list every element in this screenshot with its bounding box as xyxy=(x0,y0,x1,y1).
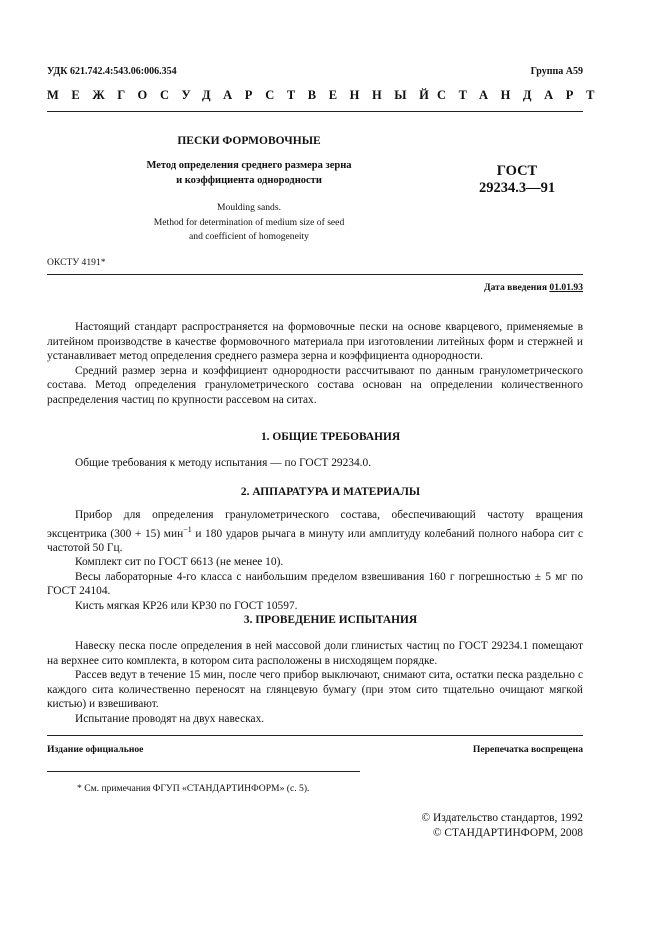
section-2-heading: 2. АППАРАТУРА И МАТЕРИАЛЫ xyxy=(240,486,421,498)
copyright-1992: © Издательство стандартов, 1992 xyxy=(421,812,583,824)
group-code: Группа А59 xyxy=(530,66,583,77)
section-3-paragraph-2: Рассев ведут в течение 15 мин, после чего прибор выключают, снимают сита, остатки песка раздельно с каждого сита количественно переносят на глянцевую бумагу (при этом сито тщательно очищают мягкой кистью) и взвешивают. xyxy=(47,669,583,710)
section-2-body xyxy=(47,508,583,613)
footnote: * См. примечания ФГУП «СТАНДАРТИНФОРМ» (с. 5). xyxy=(77,783,310,794)
section-2-paragraph-1 xyxy=(47,508,583,555)
section-2-paragraph-1-part-b: и 180 ударов рычага в минуту или амплитуду колебаний полного набора сит с частотой 50 Гц. xyxy=(47,527,584,554)
banner-interstate: МЕЖГОСУДАРСТВЕННЫЙ xyxy=(47,88,442,102)
english-title-line-2: Method for determination of medium size of seed xyxy=(153,217,345,228)
section-2-paragraph-1-part-a: Прибор для определения гранулометрического состава, обеспечивающий частоту вращения эксцентрика (300 + 15) мин xyxy=(47,509,583,540)
section-1-heading: 1. ОБЩИЕ ТРЕБОВАНИЯ xyxy=(260,431,401,443)
section-2-superscript: −1 xyxy=(183,524,192,534)
footnote-rule xyxy=(47,771,360,772)
intro-date xyxy=(484,282,583,293)
document-title: ПЕСКИ ФОРМОВОЧНЫЕ xyxy=(177,135,321,147)
intro-paragraph-1: Настоящий стандарт распространяется на формовочные пески на основе кварцевого, применяемые в литейном производстве в качестве формовочного материала при изготовлении литейных форм и стержней и устанавливает метод определения среднего размера зерна и коэффициента однородности. xyxy=(47,321,583,362)
intro-block xyxy=(47,320,583,407)
section-3-paragraph-1: Навеску песка после определения в ней массовой доли глинистых частиц по ГОСТ 29234.1 помещают на верхнее сито комплекта, в котором сита расположены в нисходящем порядке. xyxy=(47,640,583,667)
header-rule xyxy=(47,111,583,112)
english-title-line-1: Moulding sands. xyxy=(217,202,281,213)
section-3-body xyxy=(47,639,583,726)
intro-date-label: Дата введения xyxy=(483,282,548,293)
gost-number: 29234.3—91 xyxy=(478,180,556,196)
copyright-2008: © СТАНДАРТИНФОРМ, 2008 xyxy=(432,827,583,839)
intro-date-value: 01.01.93 xyxy=(549,282,583,293)
section-3-heading: 3. ПРОВЕДЕНИЕ ИСПЫТАНИЯ xyxy=(243,614,418,626)
section-2-paragraph-2: Комплект сит по ГОСТ 6613 (не менее 10). xyxy=(75,556,284,569)
english-title-line-3: and coefficient of homogeneity xyxy=(189,231,309,242)
subtitle-line-1: Метод определения среднего размера зерна xyxy=(146,160,352,171)
reprint-prohibited: Перепечатка воспрещена xyxy=(472,744,583,755)
gost-label: ГОСТ xyxy=(496,163,538,179)
okstu-code: ОКСТУ 4191* xyxy=(47,257,106,268)
section-1-paragraph-1: Общие требования к методу испытания — по ГОСТ 29234.0. xyxy=(75,457,372,469)
title-rule xyxy=(47,274,583,275)
section-2-paragraph-4: Кисть мягкая КР26 или КР30 по ГОСТ 10597. xyxy=(75,599,298,612)
section-2-paragraph-3: Весы лабораторные 4-го класса с наибольшим пределом взвешивания 160 г погрешностью ± 5 мг по ГОСТ 24104. xyxy=(47,570,583,598)
section-1-body xyxy=(47,456,583,471)
subtitle-line-2: и коэффициента однородности xyxy=(176,175,322,186)
official-edition: Издание официальное xyxy=(47,744,144,755)
intro-paragraph-2: Средний размер зерна и коэффициент однородности рассчитывают по данным гранулометрического состава. Метод определения гранулометрического состава основан на определении количественного распределения частиц по крупности рассевом на ситах. xyxy=(47,364,583,406)
udk-code: УДК 621.742.4:543.06:006.354 xyxy=(47,66,177,77)
banner-standard: СТАНДАРТ xyxy=(437,88,608,102)
section-3-paragraph-3: Испытание проводят на двух навесках. xyxy=(75,712,265,725)
footer-rule xyxy=(47,735,583,736)
